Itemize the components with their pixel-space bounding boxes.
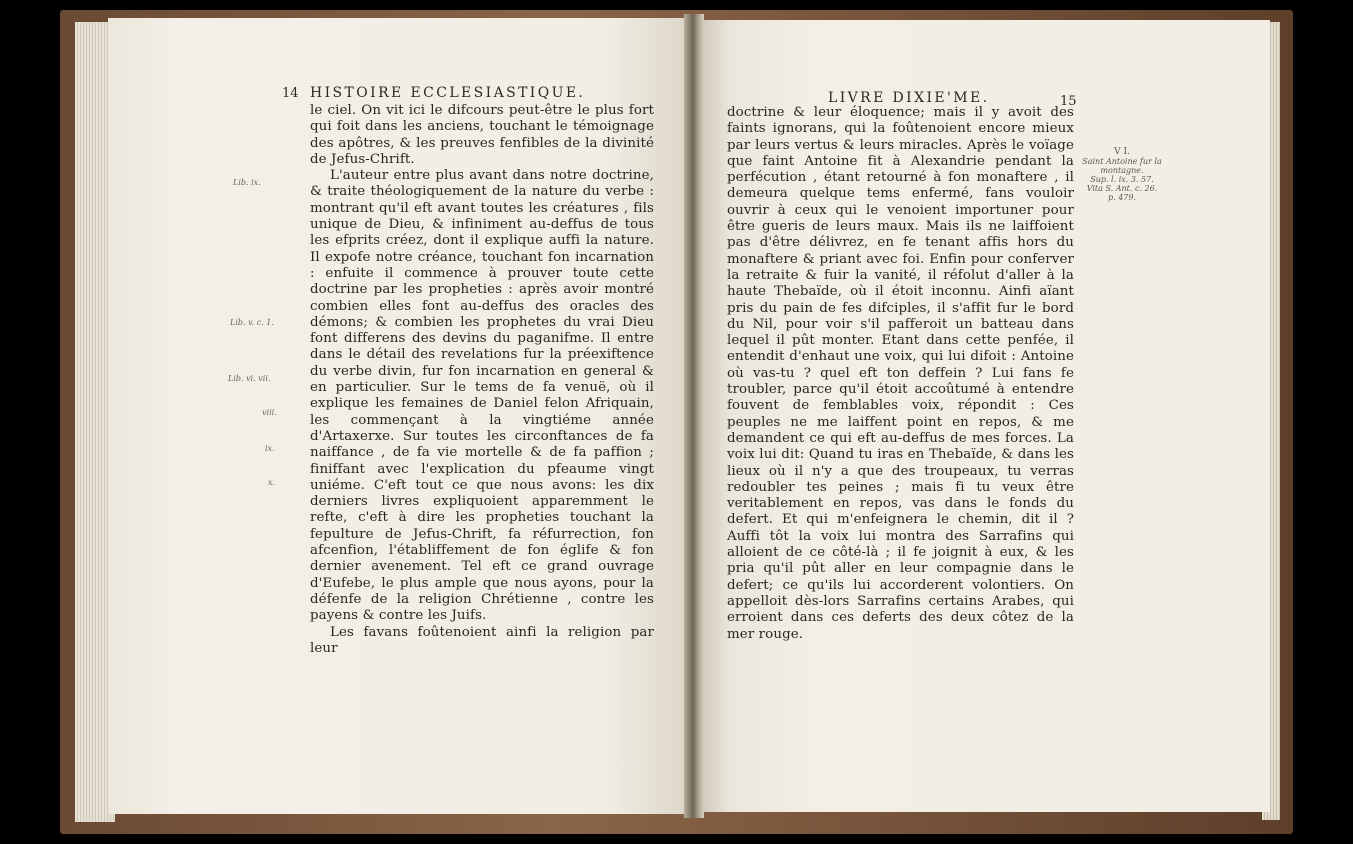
margin-note: Lib. vi. vii. <box>228 374 271 383</box>
left-running-head: HISTOIRE ECCLESIASTIQUE. <box>310 85 586 101</box>
right-page-number: 15 <box>1060 94 1077 109</box>
side-note-title: Saint Antoine fur la montagne. <box>1082 157 1162 175</box>
right-body-text <box>727 105 1074 643</box>
margin-note: ix. <box>265 444 275 453</box>
margin-note: Lib. v. c. 1. <box>230 318 274 327</box>
paragraph: doctrine & leur éloquence; mais il y avoit des faints ignorans, qui la foûtenoient encore mieux par leurs vertus & leurs miracles. Après le voïage que faint Antoine fit à Alexandrie pendant la perfécution , étant retourné à fon monaftere , il demeura quelque tems enfermé, fans vouloir ouvrir à ceux qui le venoient importuner pour être gueris de leurs maux. Mais ils ne laiffoient pas d'être délivrez, en fe tenant affis hors du monaftere & priant avec foi. Enfin pour conferver la retraite & fuir la vanité, il réfolut d'aller à la haute Thebaïde, où il étoit inconnu. Ainfi aïant pris du pain de fes difciples, il s'affit fur le bord du Nil, pour voir s'il pafferoit un batteau dans lequel il pût monter. Etant dans cette penfée, il entendit d'enhaut une voix, qui lui difoit : Antoine où vas-tu ? quel eft ton deffein ? Lui fans fe troubler, parce qu'il étoit accoûtumé à entendre fouvent de femblables voix, répondit : Ces peuples ne me laiffent point en repos, & me demandent ce qui eft au-deffus de mes forces. La voix lui dit: Quand tu iras en Thebaïde, & dans les lieux où il n'y a que des troupeaux, tu verras redoubler tes peines ; mais fi tu veux être veritablement en repos, vas dans le fonds du defert. Et qui m'enfeignera le chemin, dit il ? Auffi tôt la voix lui montra des Sarrafins qui alloient de ce côté-là ; il fe joignit à eux, & les pria qu'il pût aller en leur compagnie dans le defert; ce qu'ils lui accorderent volontiers. On appelloit dès-lors Sarrafins certains Arabes, qui erroient dans ces deferts des deux côtez de la mer rouge. <box>727 105 1074 642</box>
side-note <box>1082 148 1162 202</box>
margin-note: viii. <box>262 408 277 417</box>
book-gutter <box>684 14 704 818</box>
margin-note: x. <box>268 478 276 487</box>
left-page-number: 14 <box>282 86 299 101</box>
margin-note: Lib. ix. <box>233 178 261 187</box>
left-body-text <box>310 103 654 657</box>
paragraph: L'auteur entre plus avant dans notre doctrine, & traite théologiquement de la nature du verbe : montrant qu'il eft avant toutes les créatures , fils unique de Dieu, & infiniment au-deffus de tous les efprits créez, dont il explique auffi la nature. Il expofe notre créance, touchant fon incarnation : enfuite il commence à prouver toute cette doctrine par les propheties : après avoir montré combien elles font au-deffus des oracles des démons; & combien les prophetes du vrai Dieu font differens des devins du paganifme. Il entre dans le détail des revelations fur la préexiftence du verbe divin, fur fon incarnation en general & en particulier. Sur le tems de fa venuë, où il explique les femaines de Daniel felon Afriquain, les commençant à la vingtiéme année d'Artaxerxe. Sur toutes les circonftances de fa naiffance , de fa vie mortelle & de fa paffion ; finiffant avec l'explication du pfeaume vingt uniéme. C'eft tout ce que nous avons: les dix derniers livres expliquoient apparemment le refte, c'eft à dire les propheties touchant la fepulture de Jefus-Chrift, fa réfurrection, fon afcenfion, l'établiffement de fon églife & fon dernier avenement. Tel eft ce grand ouvrage d'Eufebe, le plus ample que nous ayons, pour la défenfe de la religion Chrétienne , contre les payens & contre les Juifs. <box>310 168 654 624</box>
side-note-number: V I. <box>1114 147 1130 157</box>
paragraph: le ciel. On vit ici le difcours peut-être le plus fort qui foit dans les anciens, touchant le témoignage des apôtres, & les preuves fenfibles de la divinité de Jefus-Chrift. <box>310 103 654 167</box>
paragraph: Les favans foûtenoient ainfi la religion par leur <box>310 624 654 656</box>
right-running-head: LIVRE DIXIE'ME. <box>828 90 990 106</box>
side-note-refs: Sup. l. ix. 3. 57. Vita S. Ant. c. 26. p. 479. <box>1086 175 1158 202</box>
